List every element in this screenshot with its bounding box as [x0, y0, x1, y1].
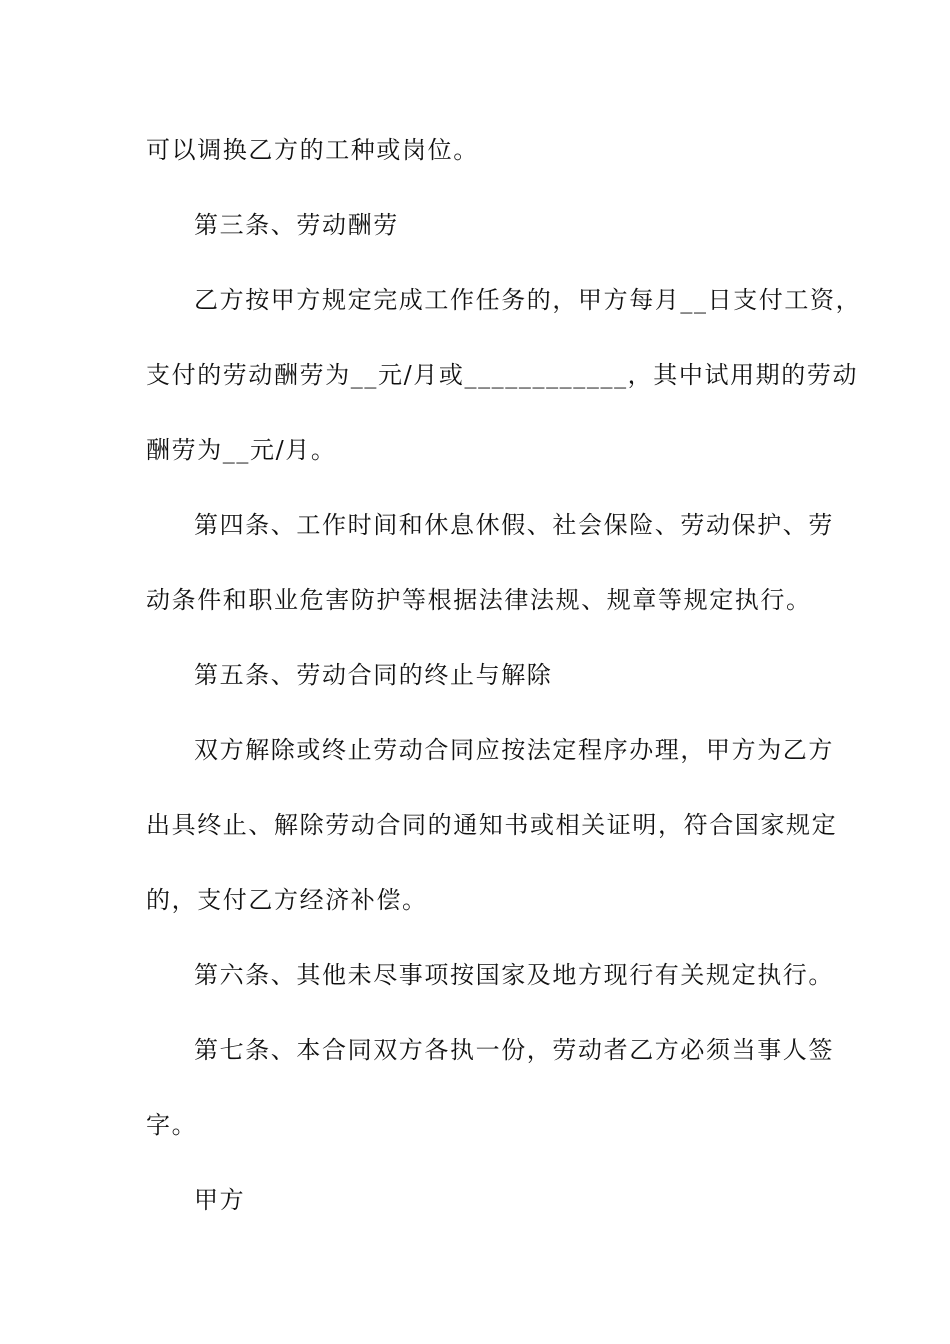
article-5-heading: 第五条、劳动合同的终止与解除	[194, 661, 553, 689]
article-4-heading: 第四条、工作时间和休息休假、社会保险、劳动保护、劳	[194, 511, 834, 539]
text-line: 乙方按甲方规定完成工作任务的，甲方每月__日支付工资，	[194, 286, 862, 314]
party-a-label: 甲方	[194, 1186, 246, 1214]
text-line: 酬劳为__元/月。	[146, 436, 337, 464]
article-6-heading: 第六条、其他未尽事项按国家及地方现行有关规定执行。	[194, 961, 834, 989]
text-line: 可以调换乙方的工种或岗位。	[146, 136, 479, 164]
text-line: 出具终止、解除劳动合同的通知书或相关证明，符合国家规定	[146, 811, 838, 839]
text-line: 动条件和职业危害防护等根据法律法规、规章等规定执行。	[146, 586, 812, 614]
article-3-heading: 第三条、劳动酬劳	[194, 211, 399, 239]
text-line: 支付的劳动酬劳为__元/月或____________，其中试用期的劳动	[146, 361, 859, 389]
text-line: 的，支付乙方经济补偿。	[146, 886, 428, 914]
article-7-heading: 第七条、本合同双方各执一份，劳动者乙方必须当事人签	[194, 1036, 834, 1064]
text-line: 字。	[146, 1111, 198, 1139]
text-line: 双方解除或终止劳动合同应按法定程序办理，甲方为乙方	[194, 736, 834, 764]
